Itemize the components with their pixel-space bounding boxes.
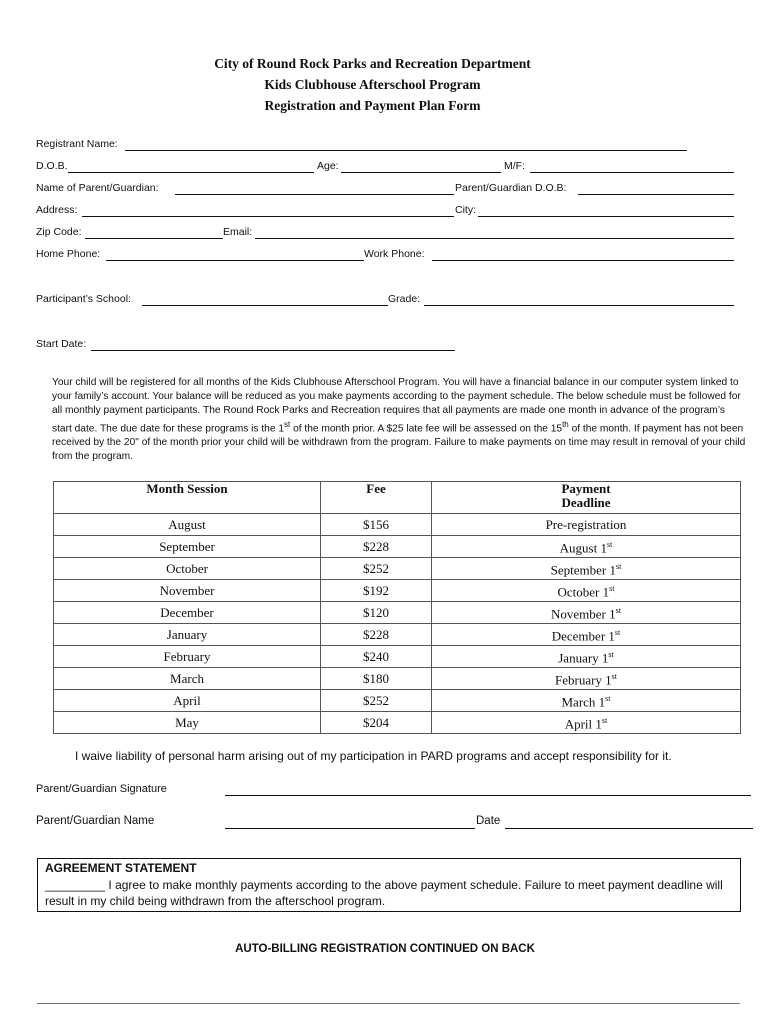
guardian-name-label: Parent/Guardian Name — [36, 815, 155, 827]
guardian-name-field[interactable] — [225, 828, 475, 829]
date-label: Date — [476, 815, 501, 827]
table-row — [54, 536, 741, 558]
month-cell: March — [54, 668, 321, 690]
fee-cell: $252 — [321, 558, 432, 580]
parent-name-label: Name of Parent/Guardian: — [36, 182, 159, 194]
table-row — [54, 646, 741, 668]
table-row — [54, 690, 741, 712]
month-cell: January — [54, 624, 321, 646]
fee-header: Fee — [321, 482, 432, 514]
signature-field[interactable] — [225, 795, 751, 796]
form-title-department: City of Round Rock Parks and Recreation Department — [214, 56, 531, 71]
school-field[interactable] — [142, 305, 388, 306]
dob-field[interactable] — [68, 172, 314, 173]
email-label: Email: — [223, 226, 253, 238]
table-row — [54, 668, 741, 690]
deadline-cell: April 1st — [432, 712, 741, 734]
signature-label: Parent/Guardian Signature — [36, 783, 167, 795]
deadline-cell: March 1st — [432, 690, 741, 712]
address-field[interactable] — [82, 216, 454, 217]
deadline-cell: August 1st — [432, 536, 741, 558]
zip-label: Zip Code: — [36, 226, 82, 238]
month-cell: September — [54, 536, 321, 558]
mf-label: M/F: — [504, 160, 525, 172]
parent-dob-field[interactable] — [578, 194, 734, 195]
deadline-cell: Pre-registration — [432, 514, 741, 536]
work-phone-label: Work Phone: — [364, 248, 425, 260]
table-row — [54, 514, 741, 536]
school-label: Participant’s School: — [36, 293, 131, 305]
grade-field[interactable] — [424, 305, 734, 306]
agreement-initials-blank[interactable]: _________ — [45, 878, 106, 892]
address-label: Address: — [36, 204, 78, 216]
age-label: Age: — [317, 160, 339, 172]
month-cell: December — [54, 602, 321, 624]
continued-on-back-note: AUTO-BILLING REGISTRATION CONTINUED ON BACK — [235, 943, 535, 955]
home-phone-field[interactable] — [106, 260, 364, 261]
deadline-cell: October 1st — [432, 580, 741, 602]
payment-deadline-header: Payment Deadline — [432, 482, 741, 514]
fee-cell: $252 — [321, 690, 432, 712]
city-label: City: — [455, 204, 476, 216]
age-field[interactable] — [341, 172, 501, 173]
start-date-label: Start Date: — [36, 338, 87, 350]
email-field[interactable] — [255, 238, 734, 239]
zip-field[interactable] — [85, 238, 223, 239]
month-cell: May — [54, 712, 321, 734]
work-phone-field[interactable] — [432, 260, 734, 261]
program-terms-paragraph: Your child will be registered for all months of the Kids Clubhouse Afterschool Program. You will have a financial balance in our computer system linked to your family’s account. Your balance will be reduced as you make payments according to the payment schedule. The below schedule must be followed for all monthly payment participants. The Round Rock Parks and Recreation requires that all payments are made one month in advance of the program’s start date. The due date for these programs is the 1st of the month prior. A $25 late fee will be assessed on the 15th of the month. If payment has not been received by the 20" of the month prior your child will be withdrawn from the program. Failure to make payments on time may result in removal of your child from the program. — [52, 377, 746, 463]
agreement-title: AGREEMENT STATEMENT — [45, 861, 197, 875]
dob-label: D.O.B. — [36, 160, 68, 172]
fee-cell: $156 — [321, 514, 432, 536]
month-session-header: Month Session — [54, 482, 321, 514]
fee-cell: $240 — [321, 646, 432, 668]
form-title: Registration and Payment Plan Form — [264, 98, 481, 113]
home-phone-label: Home Phone: — [36, 248, 101, 260]
table-row — [54, 602, 741, 624]
city-field[interactable] — [478, 216, 734, 217]
deadline-cell: November 1st — [432, 602, 741, 624]
footer-divider — [37, 1003, 740, 1004]
form-title-program: Kids Clubhouse Afterschool Program — [264, 77, 481, 92]
liability-waiver-text: I waive liability of personal harm arising out of my participation in PARD programs and accept responsibility for it. — [75, 749, 672, 763]
start-date-field[interactable] — [91, 350, 455, 351]
parent-name-field[interactable] — [175, 194, 454, 195]
deadline-cell: February 1st — [432, 668, 741, 690]
agreement-text: _________ I agree to make monthly payments according to the above payment schedule. Failure to meet payment deadline will result in my child being withdrawn from the afterschool program. — [45, 878, 723, 908]
month-cell: November — [54, 580, 321, 602]
registrant-name-label: Registrant Name: — [36, 138, 118, 150]
deadline-cell: December 1st — [432, 624, 741, 646]
month-cell: October — [54, 558, 321, 580]
date-field[interactable] — [505, 828, 753, 829]
parent-dob-label: Parent/Guardian D.O.B: — [455, 182, 567, 194]
agreement-statement-box — [37, 858, 741, 912]
fee-cell: $228 — [321, 536, 432, 558]
month-cell: February — [54, 646, 321, 668]
mf-field[interactable] — [530, 172, 734, 173]
fee-cell: $120 — [321, 602, 432, 624]
payment-schedule-table — [53, 481, 741, 734]
month-cell: August — [54, 514, 321, 536]
table-row — [54, 558, 741, 580]
fee-cell: $204 — [321, 712, 432, 734]
table-row — [54, 624, 741, 646]
month-cell: April — [54, 690, 321, 712]
fee-cell: $228 — [321, 624, 432, 646]
registrant-name-field[interactable] — [125, 150, 687, 151]
deadline-cell: January 1st — [432, 646, 741, 668]
table-header-row — [54, 482, 741, 514]
fee-cell: $180 — [321, 668, 432, 690]
grade-label: Grade: — [388, 293, 421, 305]
table-row — [54, 580, 741, 602]
deadline-cell: September 1st — [432, 558, 741, 580]
fee-cell: $192 — [321, 580, 432, 602]
table-row — [54, 712, 741, 734]
